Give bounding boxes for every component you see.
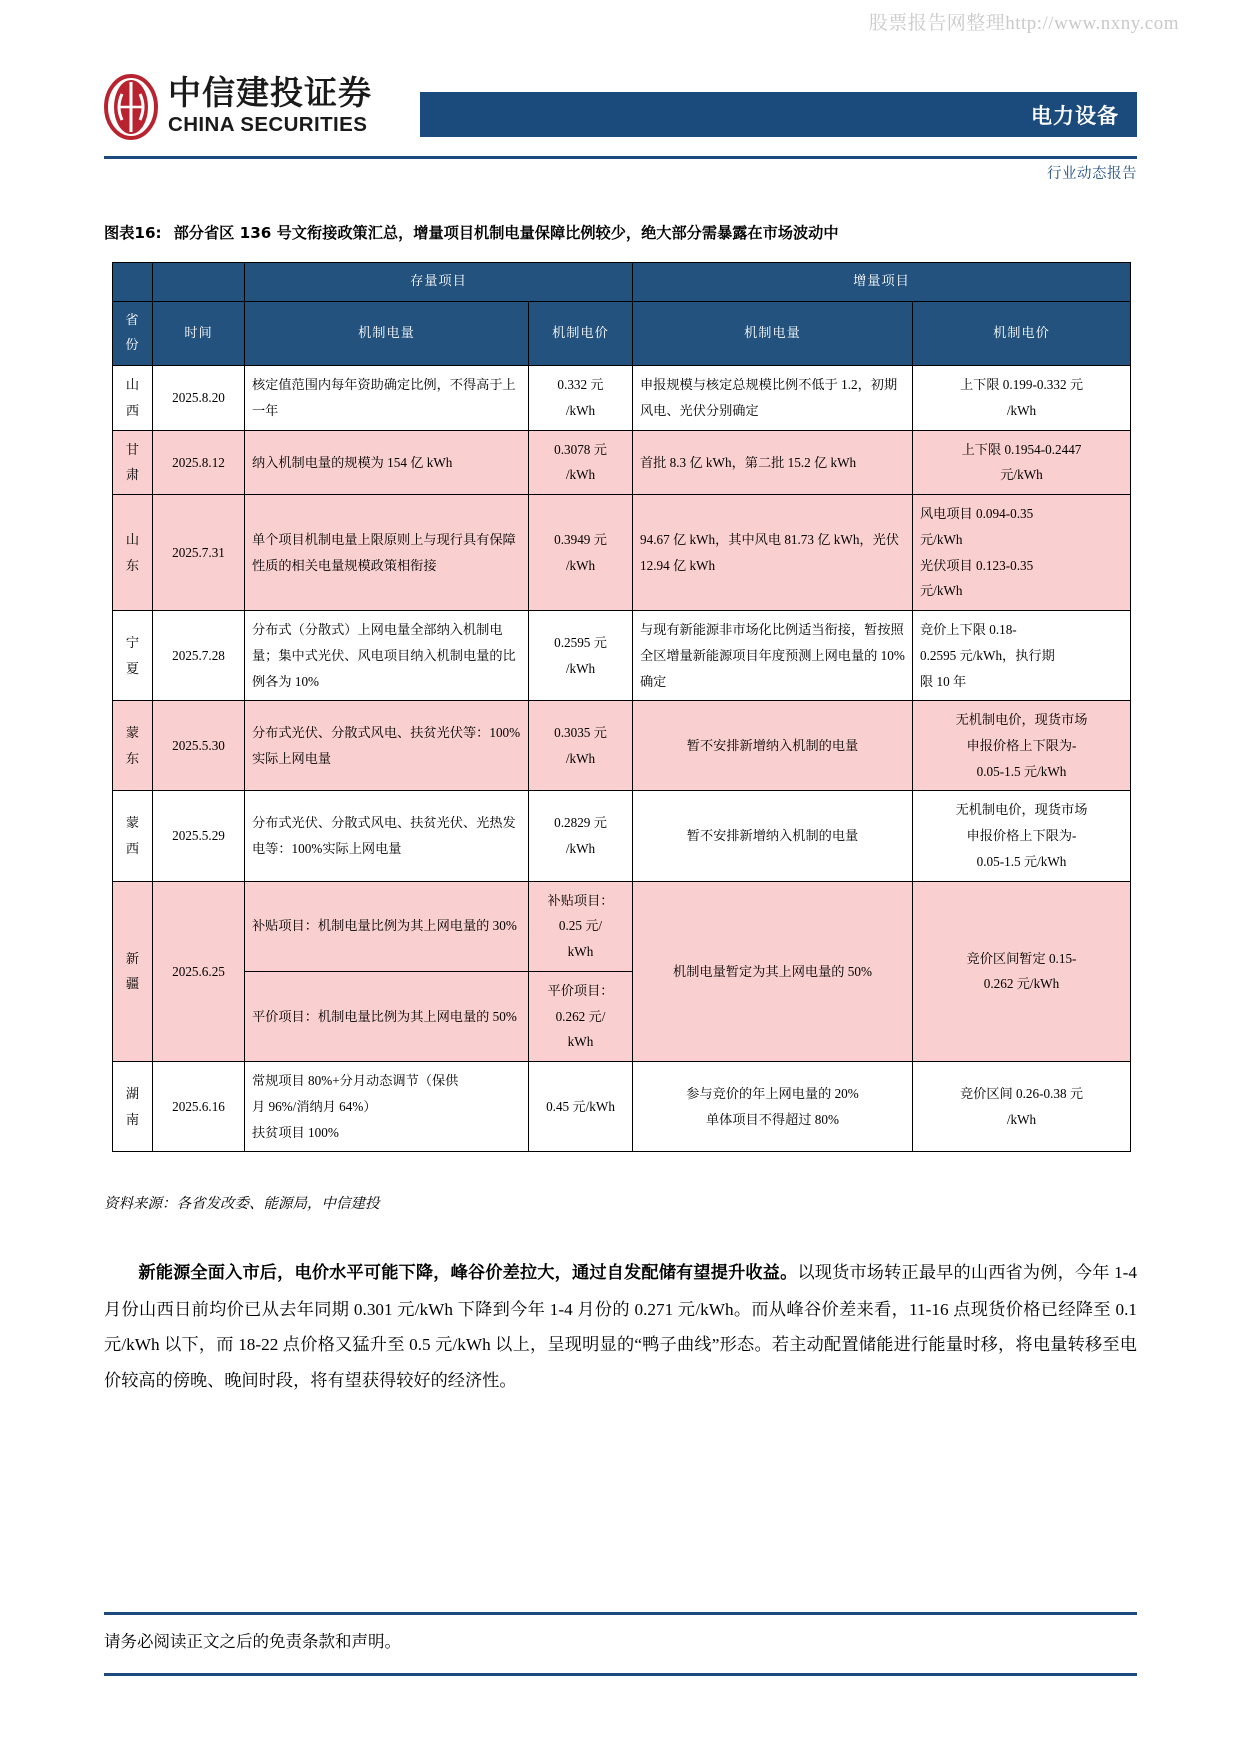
cell-stock-volume: 分布式光伏、分散式风电、扶贫光伏等：100%实际上网电量 bbox=[245, 701, 529, 791]
cell-stock-price-parity bbox=[529, 971, 633, 1061]
logo-chinese-name: 中信建投证券 bbox=[168, 73, 372, 113]
table-body bbox=[113, 366, 1131, 1152]
cell-province: 宁夏 bbox=[113, 611, 153, 701]
cell-line: 申报价格上下限为- bbox=[966, 738, 1077, 754]
cell-line: kWh bbox=[567, 944, 594, 960]
cell-line: 竞价区间 0.26-0.38 元 bbox=[959, 1085, 1084, 1101]
cell-stock-price-subsidy bbox=[529, 881, 633, 971]
csc-logo-icon bbox=[104, 74, 158, 140]
cell-line: 元/kWh bbox=[920, 583, 963, 599]
cell-stock-volume: 核定值范围内每年资助确定比例，不得高于上一年 bbox=[245, 366, 529, 430]
sector-band bbox=[420, 92, 1137, 137]
figure-title-text: 部分省区 136 号文衔接政策汇总，增量项目机制电量保障比例较少，绝大部分需暴露在市场波动中 bbox=[173, 224, 839, 242]
table-row bbox=[113, 430, 1131, 494]
cell-stock-volume bbox=[245, 1062, 529, 1152]
cell-inc-price bbox=[913, 1062, 1131, 1152]
cell-line: 参与竞价的年上网电量的 20% bbox=[686, 1085, 859, 1101]
policy-table-wrapper bbox=[112, 262, 1130, 1152]
cell-line: 0.2595 元 bbox=[554, 634, 607, 650]
cell-line: 光伏项目 0.123-0.35 bbox=[920, 557, 1034, 573]
cell-stock-volume: 纳入机制电量的规模为 154 亿 kWh bbox=[245, 430, 529, 494]
figure-number: 图表16: bbox=[104, 224, 162, 242]
cell-stock-price bbox=[529, 701, 633, 791]
cell-stock-volume-subsidy: 补贴项目：机制电量比例为其上网电量的 30% bbox=[245, 881, 529, 971]
cell-line: /kWh bbox=[565, 660, 596, 676]
cell-stock-price bbox=[529, 611, 633, 701]
cell-inc-price bbox=[913, 881, 1131, 1061]
cell-line: 0.05-1.5 元/kWh bbox=[976, 763, 1067, 779]
cell-stock-volume: 单个项目机制电量上限原则上与现行具有保障性质的相关电量规模政策相衔接 bbox=[245, 495, 529, 611]
cell-stock-volume: 分布式（分散式）上网电量全部纳入机制电量；集中式光伏、风电项目纳入机制电量的比例各为 10% bbox=[245, 611, 529, 701]
cell-inc-volume: 机制电量暂定为其上网电量的 50% bbox=[633, 881, 913, 1061]
cell-time: 2025.5.30 bbox=[153, 701, 245, 791]
cell-inc-price bbox=[913, 430, 1131, 494]
cell-line: 元/kWh bbox=[920, 531, 963, 547]
cell-line: 平价项目： bbox=[547, 982, 614, 998]
cell-line: 申报价格上下限为- bbox=[966, 828, 1077, 844]
cell-line: /kWh bbox=[565, 841, 596, 857]
cell-line: 0.2829 元 bbox=[554, 815, 607, 831]
cell-line: 0.3035 元 bbox=[554, 725, 607, 741]
cell-line: 元/kWh bbox=[1000, 467, 1043, 483]
table-row bbox=[113, 1062, 1131, 1152]
cell-line: 0.3078 元 bbox=[554, 441, 607, 457]
cell-line: 限 10 年 bbox=[920, 673, 967, 689]
cell-inc-price bbox=[913, 495, 1131, 611]
cell-line: 无机制电价，现货市场 bbox=[955, 712, 1088, 728]
table-column-header-row bbox=[113, 301, 1131, 365]
cell-province: 湖南 bbox=[113, 1062, 153, 1152]
cell-inc-volume: 与现有新能源非市场化比例适当衔接，暂按照全区增量新能源项目年度预测上网电量的 10%确定 bbox=[633, 611, 913, 701]
col-header-time: 时间 bbox=[153, 301, 245, 365]
cell-province: 蒙西 bbox=[113, 791, 153, 881]
table-row bbox=[113, 701, 1131, 791]
cell-line: /kWh bbox=[565, 750, 596, 766]
table-row bbox=[113, 881, 1131, 971]
cell-stock-price bbox=[529, 430, 633, 494]
col-header-stock-volume: 机制电量 bbox=[245, 301, 529, 365]
cell-time: 2025.7.31 bbox=[153, 495, 245, 611]
cell-inc-volume: 暂不安排新增纳入机制的电量 bbox=[633, 701, 913, 791]
cell-inc-price bbox=[913, 701, 1131, 791]
footer-divider-top bbox=[104, 1612, 1137, 1615]
cell-stock-volume: 分布式光伏、分散式风电、扶贫光伏、光热发电等：100%实际上网电量 bbox=[245, 791, 529, 881]
cell-line: /kWh bbox=[1006, 402, 1037, 418]
cell-line: 单体项目不得超过 80% bbox=[706, 1111, 839, 1127]
cell-inc-volume: 申报规模与核定总规模比例不低于 1.2，初期风电、光伏分别确定 bbox=[633, 366, 913, 430]
cell-line: 0.332 元 bbox=[557, 377, 604, 393]
cell-line: 补贴项目： bbox=[547, 892, 614, 908]
cell-stock-volume-parity: 平价项目：机制电量比例为其上网电量的 50% bbox=[245, 971, 529, 1061]
cell-inc-volume bbox=[633, 1062, 913, 1152]
table-row bbox=[113, 611, 1131, 701]
cell-line: /kWh bbox=[565, 402, 596, 418]
cell-line: 上下限 0.1954-0.2447 bbox=[961, 441, 1082, 457]
cell-line: /kWh bbox=[1006, 1111, 1037, 1127]
body-rest: 以现货市场转正最早的山西省为例，今年 1-4 月份山西日前均价已从去年同期 0.301 元/kWh 下降到今年 1-4 月份的 0.271 元/kWh。而从峰谷价差来看，11-16 点现货价格已经降至 0.1 元/kWh 以下，而 18-22 点价格又猛升至 0.5 元/kWh 以上，呈现明显的“鸭子曲线”形态。若主动配置储能进行能量时移，将电量转移至电价较高的傍晚、晚间时段，将有望获得较好的经济性。 bbox=[104, 1263, 1137, 1391]
table-head bbox=[113, 263, 1131, 366]
cell-line: 竞价区间暂定 0.15- bbox=[966, 950, 1077, 966]
cell-line: 0.25 元/ bbox=[558, 918, 603, 934]
cell-inc-volume: 94.67 亿 kWh，其中风电 81.73 亿 kWh，光伏 12.94 亿 kWh bbox=[633, 495, 913, 611]
policy-summary-table bbox=[112, 262, 1131, 1152]
header-spacer-province bbox=[113, 263, 153, 302]
group-header-increment: 增量项目 bbox=[633, 263, 1131, 302]
watermark: 股票报告网整理http://www.nxny.com bbox=[868, 13, 1179, 34]
footer-divider-bottom bbox=[104, 1673, 1137, 1676]
company-logo bbox=[104, 74, 372, 140]
cell-stock-price bbox=[529, 495, 633, 611]
cell-time: 2025.6.16 bbox=[153, 1062, 245, 1152]
cell-inc-price bbox=[913, 791, 1131, 881]
cell-inc-price bbox=[913, 611, 1131, 701]
cell-province: 山东 bbox=[113, 495, 153, 611]
table-row bbox=[113, 366, 1131, 430]
header-divider bbox=[104, 156, 1137, 159]
cell-line: 风电项目 0.094-0.35 bbox=[920, 506, 1034, 522]
cell-line: 无机制电价，现货市场 bbox=[955, 802, 1088, 818]
report-type-label: 行业动态报告 bbox=[1047, 166, 1137, 182]
cell-inc-volume: 暂不安排新增纳入机制的电量 bbox=[633, 791, 913, 881]
cell-line: kWh bbox=[567, 1034, 594, 1050]
body-lead-bold: 新能源全面入市后，电价水平可能下降，峰谷价差拉大，通过自发配储有望提升收益。 bbox=[138, 1263, 798, 1284]
cell-line: 0.2595 元/kWh，执行期 bbox=[920, 647, 1055, 663]
cell-line: 竞价上下限 0.18- bbox=[920, 622, 1017, 638]
cell-inc-price bbox=[913, 366, 1131, 430]
cell-stock-price bbox=[529, 366, 633, 430]
logo-english-name: CHINA SECURITIES bbox=[168, 113, 368, 137]
cell-line: 0.05-1.5 元/kWh bbox=[976, 853, 1067, 869]
group-header-stock: 存量项目 bbox=[245, 263, 633, 302]
col-header-stock-price: 机制电价 bbox=[529, 301, 633, 365]
cell-time: 2025.5.29 bbox=[153, 791, 245, 881]
cell-line: 扶贫项目 100% bbox=[252, 1124, 339, 1140]
col-header-province: 省份 bbox=[113, 301, 153, 365]
figure-caption bbox=[104, 222, 1137, 243]
col-header-inc-volume: 机制电量 bbox=[633, 301, 913, 365]
source-note: 资料来源：各省发改委、能源局，中信建投 bbox=[104, 1196, 380, 1212]
cell-line: /kWh bbox=[565, 467, 596, 483]
cell-province: 甘肃 bbox=[113, 430, 153, 494]
cell-line: 上下限 0.199-0.332 元 bbox=[959, 377, 1084, 393]
cell-time: 2025.8.12 bbox=[153, 430, 245, 494]
cell-inc-volume: 首批 8.3 亿 kWh，第二批 15.2 亿 kWh bbox=[633, 430, 913, 494]
header-spacer-time bbox=[153, 263, 245, 302]
table-group-header-row bbox=[113, 263, 1131, 302]
cell-time: 2025.7.28 bbox=[153, 611, 245, 701]
cell-line: 月 96%/消纳月 64%） bbox=[252, 1098, 377, 1114]
cell-province: 新疆 bbox=[113, 881, 153, 1061]
table-row bbox=[113, 791, 1131, 881]
cell-province: 山西 bbox=[113, 366, 153, 430]
cell-time: 2025.6.25 bbox=[153, 881, 245, 1061]
cell-time: 2025.8.20 bbox=[153, 366, 245, 430]
cell-line: /kWh bbox=[565, 557, 596, 573]
cell-stock-price bbox=[529, 791, 633, 881]
cell-line: 常规项目 80%+分月动态调节（保供 bbox=[252, 1073, 459, 1089]
table-row bbox=[113, 495, 1131, 611]
cell-line: 0.262 元/kWh bbox=[983, 976, 1060, 992]
page-header bbox=[104, 70, 1137, 160]
cell-province: 蒙东 bbox=[113, 701, 153, 791]
sector-title: 电力设备 bbox=[1031, 103, 1119, 128]
cell-stock-price: 0.45 元/kWh bbox=[529, 1062, 633, 1152]
body-paragraph bbox=[104, 1255, 1137, 1398]
footer-disclaimer: 请务必阅读正文之后的免责条款和声明。 bbox=[104, 1632, 401, 1651]
cell-line: 0.3949 元 bbox=[554, 531, 607, 547]
cell-line: 0.262 元/ bbox=[555, 1008, 606, 1024]
col-header-inc-price: 机制电价 bbox=[913, 301, 1131, 365]
